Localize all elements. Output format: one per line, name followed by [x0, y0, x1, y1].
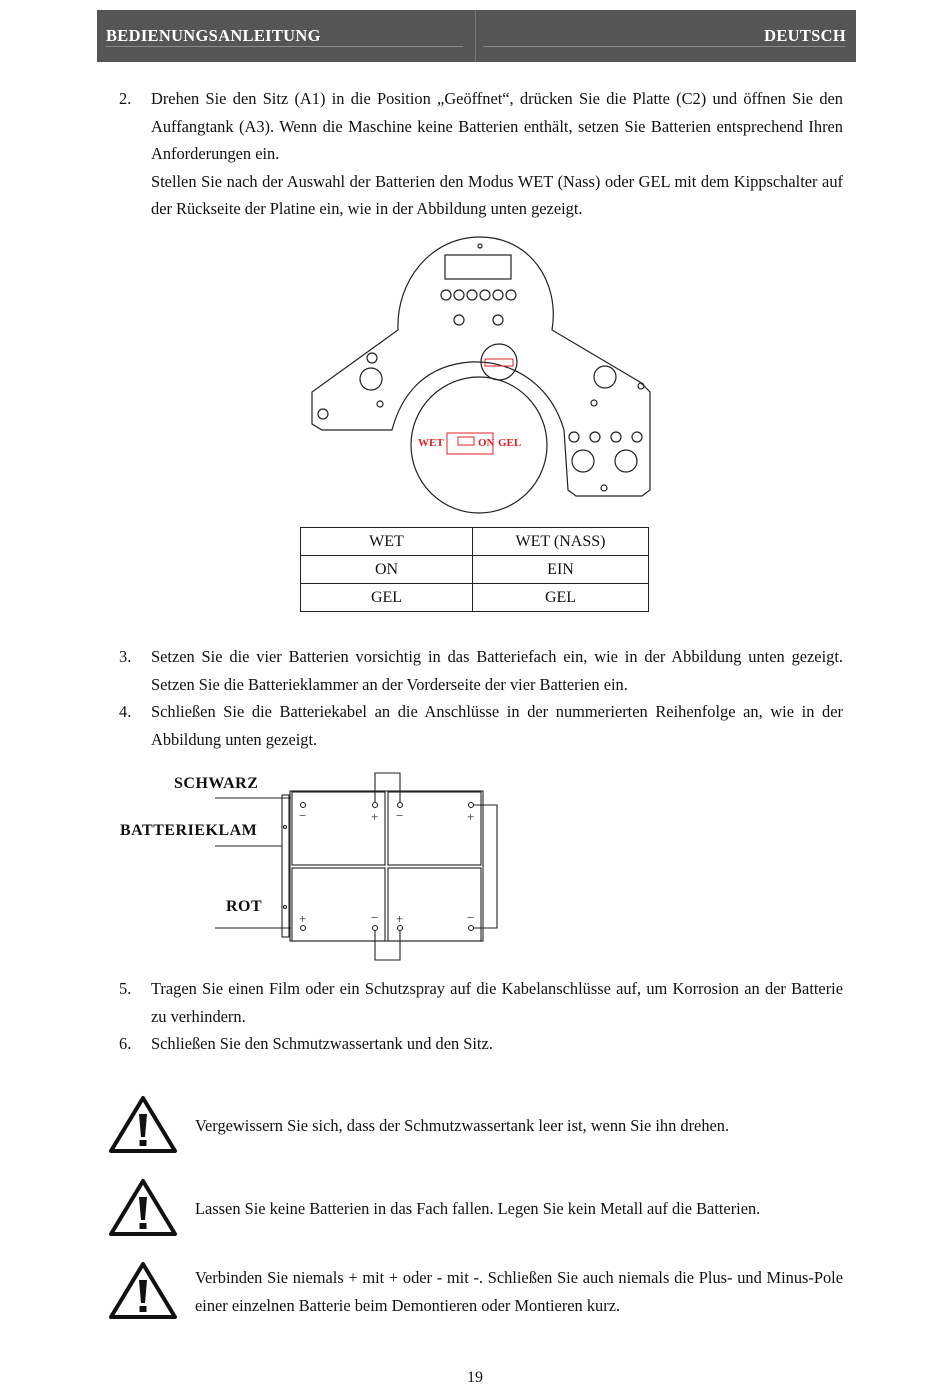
table-cell: ON [301, 556, 473, 584]
page-number: 19 [467, 1369, 483, 1386]
step-6-text: Schließen Sie den Schmutzwassertank und den Sitz. [151, 1034, 493, 1053]
table-cell: WET (NASS) [473, 528, 649, 556]
header-title: BEDIENUNGSANLEITUNG [106, 26, 321, 45]
table-row [301, 528, 649, 556]
header-divider [475, 10, 476, 62]
table-cell: GEL [473, 584, 649, 612]
control-board-diagram [300, 232, 660, 517]
board-wet-label: WET [418, 437, 444, 449]
step-6 [119, 1030, 843, 1058]
terminal-minus: − [396, 808, 404, 823]
step-3-text: Setzen Sie die vier Batterien vorsichtig in das Batteriefach ein, wie in der Abbildung unten gezeigt. Setzen Sie die Batterieklammer an der Vorderseite der vier Batterien ein. [151, 647, 843, 694]
warning-text: Vergewissern Sie sich, dass der Schmutzwassertank leer ist, wenn Sie ihn drehen. [195, 1116, 730, 1135]
header-rule-left [106, 46, 463, 47]
terminal-minus: − [299, 808, 307, 823]
table-row [301, 584, 649, 612]
terminal-plus: + [396, 911, 404, 926]
table-cell: WET [301, 528, 473, 556]
step-5 [119, 975, 843, 1030]
step-2-text: Drehen Sie den Sitz (A1) in die Position „Geöffnet“, drücken Sie die Platte (C2) und öffnen Sie den Auffangtank (A3). Wenn die Maschine keine Batterien enthält, setzen Sie Batterien entsprechend Ihren Anforderungen ein. [151, 89, 843, 163]
battery-wiring-diagram [215, 765, 505, 965]
terminal-minus: − [371, 910, 379, 925]
step-4 [119, 698, 843, 753]
board-on-label: ON [478, 437, 495, 449]
mode-table [300, 527, 649, 612]
warning-icon [108, 1177, 178, 1237]
table-cell: GEL [301, 584, 473, 612]
terminal-plus: + [467, 809, 475, 824]
table-cell: EIN [473, 556, 649, 584]
step-number: 3. [119, 647, 132, 666]
terminal-plus: + [371, 809, 379, 824]
step-4-text: Schließen Sie die Batteriekabel an die Anschlüsse in der nummerierten Reihenfolge an, wie in der Abbildung unten gezeigt. [151, 702, 843, 749]
terminal-minus: − [467, 910, 475, 925]
step-3 [119, 643, 843, 698]
header-rule-right [483, 46, 845, 47]
red-cable-label: ROT [226, 898, 263, 915]
black-cable-label: SCHWARZ [174, 775, 259, 792]
battery-clamp-label: BATTERIEKLAM [120, 822, 258, 839]
warning-text: Verbinden Sie niemals + mit + oder - mit -. Schließen Sie auch niemals die Plus- und Minus-Pole einer einzelnen Batterie beim Demontieren oder Montieren kurz. [195, 1268, 843, 1315]
warning-text: Lassen Sie keine Batterien in das Fach fallen. Legen Sie kein Metall auf die Batterien. [195, 1199, 761, 1218]
warning-icon [108, 1260, 178, 1320]
table-row [301, 556, 649, 584]
step-number: 6. [119, 1034, 132, 1053]
step-5-text: Tragen Sie einen Film oder ein Schutzspray auf die Kabelanschlüsse auf, um Korrosion an der Batterie zu verhindern. [151, 979, 843, 1026]
step-number: 4. [119, 702, 132, 721]
step-2-text-2: Stellen Sie nach der Auswahl der Batterien den Modus WET (Nass) oder GEL mit dem Kippschalter auf der Rückseite der Platine ein, wie in der Abbildung unten gezeigt. [151, 171, 843, 218]
step-number: 5. [119, 979, 132, 998]
step-2 [119, 85, 843, 223]
page-header [97, 10, 856, 62]
terminal-plus: + [299, 911, 307, 926]
board-gel-label: GEL [498, 437, 522, 449]
warning-icon [108, 1094, 178, 1154]
header-language: DEUTSCH [764, 26, 846, 45]
step-number: 2. [119, 89, 132, 108]
